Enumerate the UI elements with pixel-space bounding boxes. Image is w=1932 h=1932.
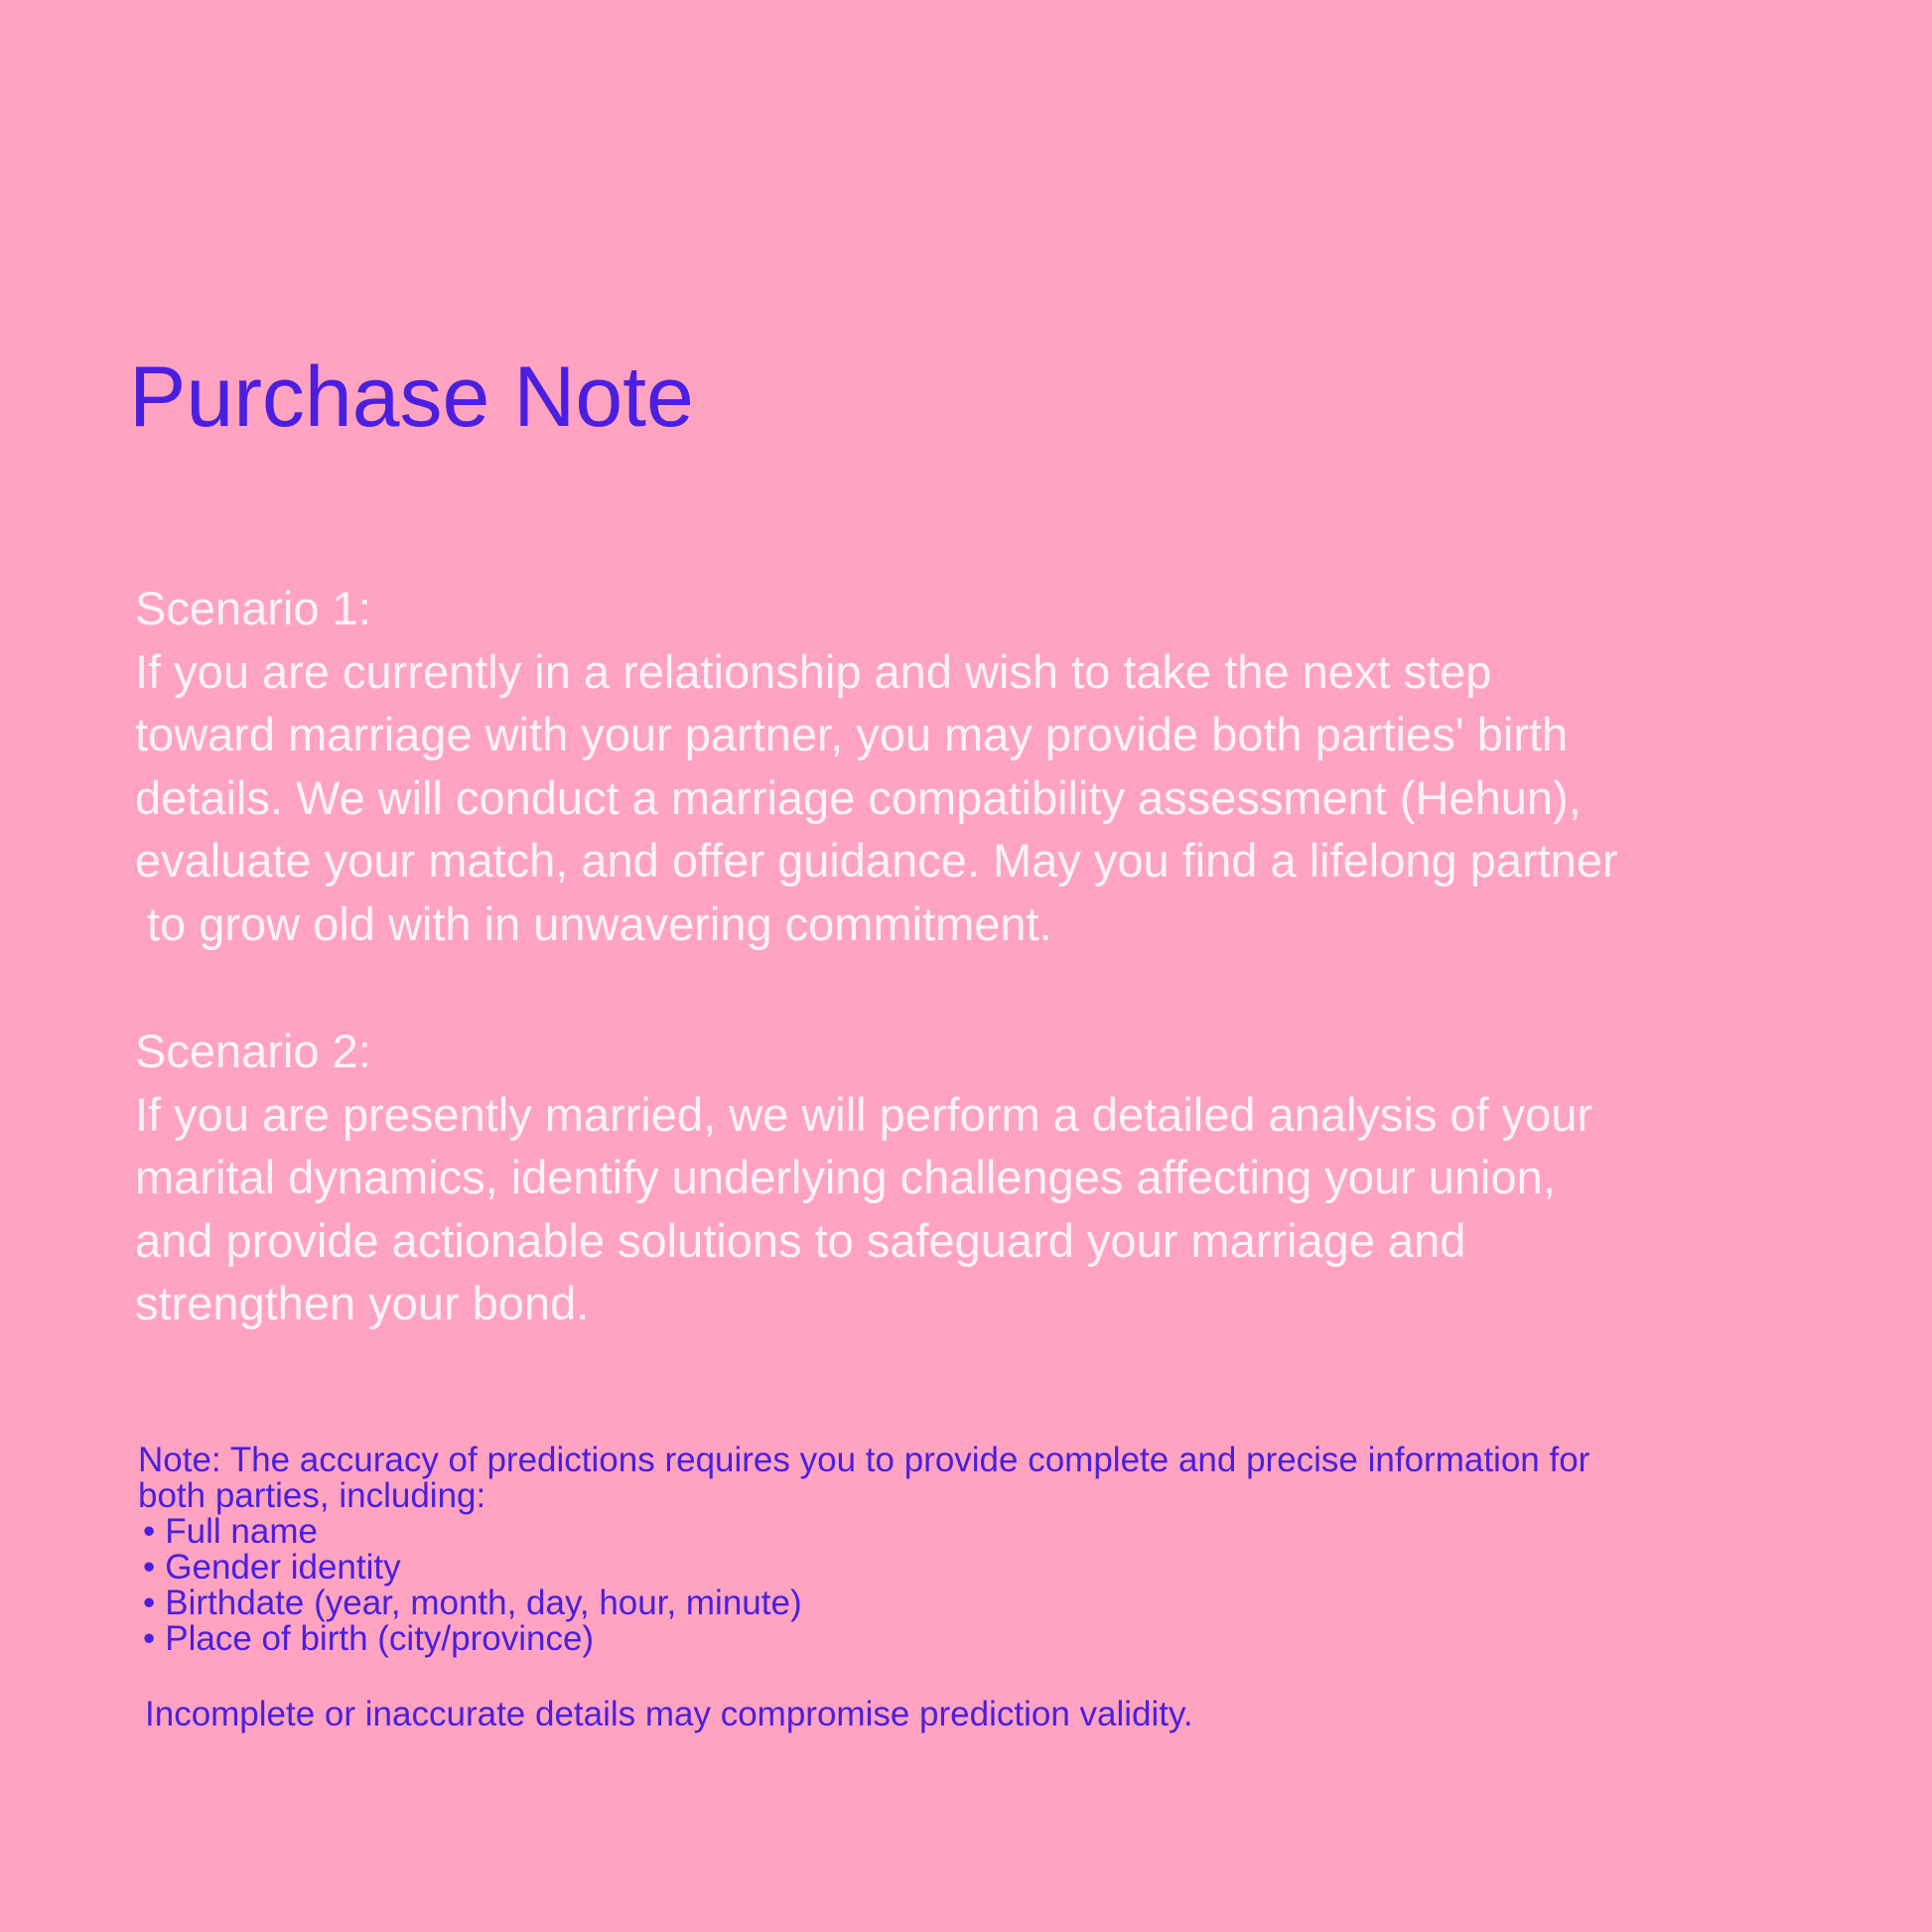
scenario-1-heading: Scenario 1:	[135, 582, 371, 634]
scenario-1-line: details. We will conduct a marriage compatibility assessment (Hehun),	[135, 770, 1582, 824]
scenario-2-line: and provide actionable solutions to safeguard your marriage and	[135, 1213, 1466, 1267]
scenario-1-section	[135, 577, 1823, 955]
list-item-label: Place of birth (city/province)	[165, 1619, 595, 1658]
scenario-1-line: toward marriage with your partner, you may provide both parties' birth	[135, 708, 1569, 760]
list-item-label: Birthdate (year, month, day, hour, minute)	[165, 1584, 802, 1622]
bullet-icon: •	[143, 1512, 156, 1551]
scenario-1-line: evaluate your match, and offer guidance. May you find a lifelong partner	[135, 834, 1618, 887]
scenario-2-line: marital dynamics, identify underlying challenges affecting your union,	[135, 1151, 1556, 1203]
scenario-1-line: to grow old with in unwavering commitment.	[147, 897, 1052, 950]
scenario-2-heading: Scenario 2:	[135, 1025, 371, 1077]
bullet-icon: •	[143, 1548, 156, 1587]
scenario-2-line: strengthen your bond.	[135, 1277, 590, 1329]
scenario-1-line: If you are currently in a relationship and wish to take the next step	[135, 644, 1492, 698]
list-item	[143, 1550, 1826, 1586]
scenario-2-section	[135, 1020, 1823, 1335]
disclaimer-text: Incomplete or inaccurate details may compromise prediction validity.	[145, 1695, 1193, 1733]
list-item	[143, 1586, 1826, 1621]
list-item	[143, 1514, 1826, 1550]
scenario-2-line: If you are presently married, we will perform a detailed analysis of your	[135, 1087, 1593, 1141]
note-intro-line: both parties, including:	[138, 1476, 486, 1515]
list-item	[143, 1621, 1826, 1657]
note-section	[138, 1443, 1826, 1657]
note-intro-line: Note: The accuracy of predictions requires you to provide complete and precise information for	[138, 1441, 1590, 1479]
bullet-icon: •	[143, 1584, 156, 1622]
page-title: Purchase Note	[129, 349, 694, 445]
list-item-label: Full name	[165, 1512, 318, 1551]
required-info-list	[138, 1514, 1826, 1657]
list-item-label: Gender identity	[165, 1548, 401, 1587]
bullet-icon: •	[143, 1619, 156, 1658]
